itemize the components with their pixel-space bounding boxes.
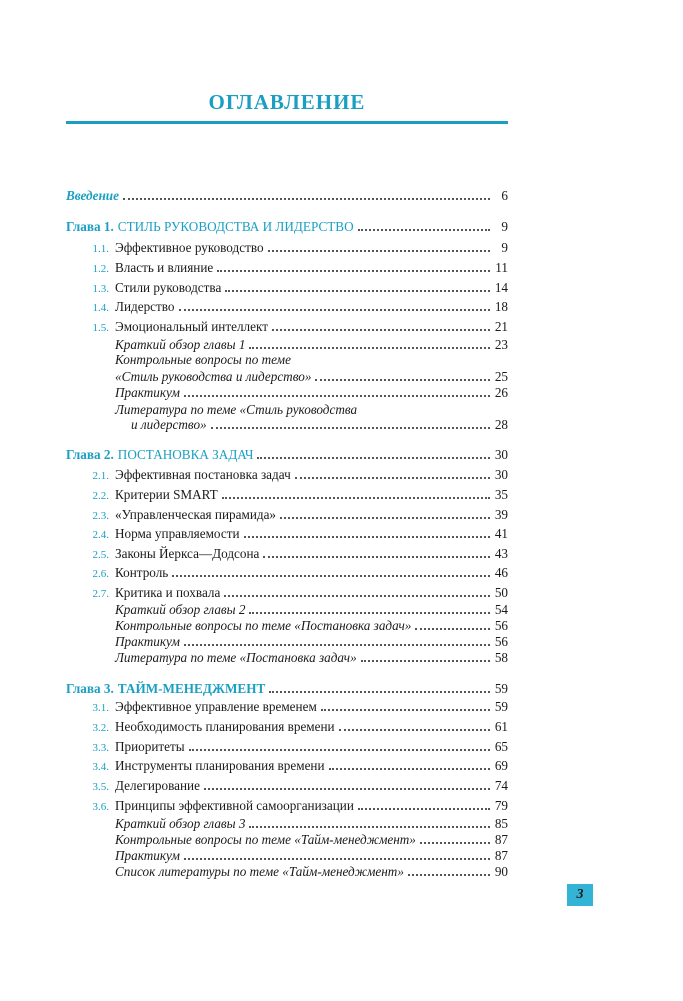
toc-section-2-4[interactable] <box>66 524 508 544</box>
section-number: 1.4. <box>92 302 109 314</box>
section-number: 1.5. <box>92 322 109 334</box>
leader-dots <box>268 249 490 252</box>
leader-dots <box>269 690 490 693</box>
page-ref: 46 <box>494 565 508 580</box>
toc-section-1-2[interactable] <box>66 258 508 278</box>
toc-chapter-1[interactable] <box>66 217 508 237</box>
section-label: «Управленческая пирамида» <box>115 507 277 522</box>
intro-label: Введение <box>66 188 119 203</box>
leader-dots <box>224 594 490 597</box>
toc-entry-intro[interactable] <box>66 186 508 206</box>
section-number: 3.4. <box>92 761 109 773</box>
leader-dots <box>361 659 490 662</box>
leader-dots <box>415 627 490 630</box>
page-ref: 39 <box>494 507 508 522</box>
section-number: 3.3. <box>92 742 109 754</box>
section-label: Норма управляемости <box>115 526 240 541</box>
leader-dots <box>263 555 490 558</box>
toc-section-1-5[interactable] <box>66 317 508 337</box>
section-label: Контроль <box>115 565 169 580</box>
page-ref: 30 <box>494 467 508 482</box>
leader-dots <box>184 643 490 646</box>
table-of-contents <box>66 0 508 1001</box>
toc-section-3-6[interactable] <box>66 796 508 816</box>
leader-dots <box>272 328 490 331</box>
section-number: 2.2. <box>92 490 109 502</box>
toc-section-1-1[interactable] <box>66 238 508 258</box>
practicum-label: Практикум <box>115 385 180 400</box>
literature-label-line2: и лидерство» <box>131 417 207 432</box>
toc-section-1-4[interactable] <box>66 297 508 317</box>
toc-section-2-5[interactable] <box>66 544 508 564</box>
leader-dots <box>225 289 490 292</box>
page-ref: 56 <box>494 634 508 649</box>
page-ref: 79 <box>494 798 508 813</box>
page-ref: 25 <box>494 369 508 384</box>
toc-chapter-2[interactable] <box>66 445 508 465</box>
section-number: 3.1. <box>92 702 109 714</box>
leader-dots <box>249 611 490 614</box>
page-ref: 90 <box>494 864 508 879</box>
leader-dots <box>257 456 490 459</box>
section-number: 3.6. <box>92 801 109 813</box>
section-label: Критерии SMART <box>115 487 218 502</box>
leader-dots <box>217 269 490 272</box>
section-label: Власть и влияние <box>115 260 214 275</box>
page-ref: 9 <box>501 219 508 234</box>
leader-dots <box>211 426 490 429</box>
section-label: Стили руководства <box>115 280 222 295</box>
page-ref: 59 <box>494 681 508 696</box>
leader-dots <box>358 807 490 810</box>
page-ref: 11 <box>495 260 508 275</box>
toc-section-2-6[interactable] <box>66 563 508 583</box>
page-ref: 41 <box>494 526 508 541</box>
section-number: 2.3. <box>92 510 109 522</box>
leader-dots <box>244 535 490 538</box>
section-label: Критика и похвала <box>115 585 221 600</box>
page-ref: 26 <box>494 385 508 400</box>
practicum-label: Практикум <box>115 634 180 649</box>
page-ref: 69 <box>494 758 508 773</box>
summary-label: Краткий обзор главы 3 <box>115 816 246 831</box>
leader-dots <box>123 197 490 200</box>
section-label: Лидерство <box>115 299 175 314</box>
leader-dots <box>315 378 490 381</box>
page-ref: 74 <box>494 778 508 793</box>
section-label: Эмоциональный интеллект <box>115 319 268 334</box>
toc-section-3-2[interactable] <box>66 717 508 737</box>
page-ref: 56 <box>494 618 508 633</box>
toc-section-2-1[interactable] <box>66 465 508 485</box>
summary-label: Краткий обзор главы 1 <box>115 337 246 352</box>
section-label: Эффективное управление временем <box>115 699 317 714</box>
page-ref: 35 <box>494 487 508 502</box>
page-title: ОГЛАВЛЕНИЕ <box>208 90 366 114</box>
toc-section-3-5[interactable] <box>66 776 508 796</box>
chapter-title: ПОСТАНОВКА ЗАДАЧ <box>117 447 254 462</box>
literature-label: Список литературы по теме «Тайм-менеджмент» <box>115 864 404 879</box>
section-label: Принципы эффективной самоорганизации <box>115 798 354 813</box>
section-number: 1.2. <box>92 263 109 275</box>
leader-dots <box>179 308 490 311</box>
leader-dots <box>249 825 490 828</box>
questions-label: Контрольные вопросы по теме «Тайм-менеджмент» <box>115 832 416 847</box>
section-number: 2.6. <box>92 568 109 580</box>
section-number: 2.4. <box>92 529 109 541</box>
leader-dots <box>321 708 490 711</box>
page-number-badge: 3 <box>567 884 593 906</box>
toc-section-2-2[interactable] <box>66 485 508 505</box>
summary-label: Краткий обзор главы 2 <box>115 602 246 617</box>
page-ref: 87 <box>494 848 508 863</box>
questions-label: Контрольные вопросы по теме «Постановка задач» <box>115 618 412 633</box>
leader-dots <box>420 841 490 844</box>
section-label: Необходимость планирования времени <box>115 719 335 734</box>
chapter-title: ТАЙМ-МЕНЕДЖМЕНТ <box>117 681 266 696</box>
leader-dots <box>189 748 490 751</box>
chapter-prefix: Глава 3. <box>66 681 114 696</box>
toc-section-1-3[interactable] <box>66 278 508 298</box>
section-number: 3.2. <box>92 722 109 734</box>
toc-chapter-3[interactable] <box>66 679 508 699</box>
section-number: 3.5. <box>92 781 109 793</box>
section-label: Эффективная постановка задач <box>115 467 291 482</box>
leader-dots <box>172 574 490 577</box>
leader-dots <box>295 476 490 479</box>
section-label: Законы Йеркса—Додсона <box>115 546 260 561</box>
page-ref: 87 <box>494 832 508 847</box>
page-ref: 59 <box>494 699 508 714</box>
leader-dots <box>358 228 490 231</box>
chapter-prefix: Глава 1. <box>66 219 114 234</box>
literature-label-line1: Литература по теме «Стиль руководства <box>115 402 358 417</box>
page-ref: 43 <box>494 546 508 561</box>
toc-section-3-4[interactable] <box>66 756 508 776</box>
page-ref: 61 <box>494 719 508 734</box>
toc-literature-1[interactable] <box>66 415 508 435</box>
section-number: 2.1. <box>92 470 109 482</box>
section-label: Инструменты планирования времени <box>115 758 325 773</box>
chapter-title: СТИЛЬ РУКОВОДСТВА И ЛИДЕРСТВО <box>117 219 354 234</box>
section-number: 1.1. <box>92 243 109 255</box>
literature-label: Литература по теме «Постановка задач» <box>115 650 357 665</box>
toc-section-3-3[interactable] <box>66 737 508 757</box>
page-ref: 6 <box>501 188 508 203</box>
section-number: 2.5. <box>92 549 109 561</box>
toc-literature-2[interactable] <box>66 648 508 668</box>
leader-dots <box>329 767 490 770</box>
page-ref: 85 <box>494 816 508 831</box>
section-label: Приоритеты <box>115 739 185 754</box>
page-ref: 54 <box>494 602 508 617</box>
chapter-prefix: Глава 2. <box>66 447 114 462</box>
page-ref: 23 <box>494 337 508 352</box>
leader-dots <box>339 728 490 731</box>
toc-literature-3[interactable] <box>66 862 508 882</box>
leader-dots <box>222 496 490 499</box>
section-label: Делегирование <box>115 778 200 793</box>
section-number: 1.3. <box>92 283 109 295</box>
section-label: Эффективное руководство <box>115 240 264 255</box>
toc-section-2-3[interactable] <box>66 505 508 525</box>
leader-dots <box>249 346 490 349</box>
leader-dots <box>204 787 490 790</box>
leader-dots <box>408 873 490 876</box>
toc-section-3-1[interactable] <box>66 697 508 717</box>
questions-label-line2: «Стиль руководства и лидерство» <box>115 369 312 384</box>
page-ref: 58 <box>494 650 508 665</box>
practicum-label: Практикум <box>115 848 180 863</box>
page-ref: 14 <box>494 280 508 295</box>
page-ref: 9 <box>501 240 508 255</box>
page-ref: 50 <box>494 585 508 600</box>
leader-dots <box>184 394 490 397</box>
section-number: 2.7. <box>92 588 109 600</box>
leader-dots <box>280 516 490 519</box>
page-ref: 30 <box>494 447 508 462</box>
page-ref: 65 <box>494 739 508 754</box>
leader-dots <box>184 857 490 860</box>
page-ref: 18 <box>494 299 508 314</box>
questions-label-line1: Контрольные вопросы по теме <box>115 352 291 367</box>
page-ref: 21 <box>494 319 508 334</box>
page-ref: 28 <box>494 417 508 432</box>
